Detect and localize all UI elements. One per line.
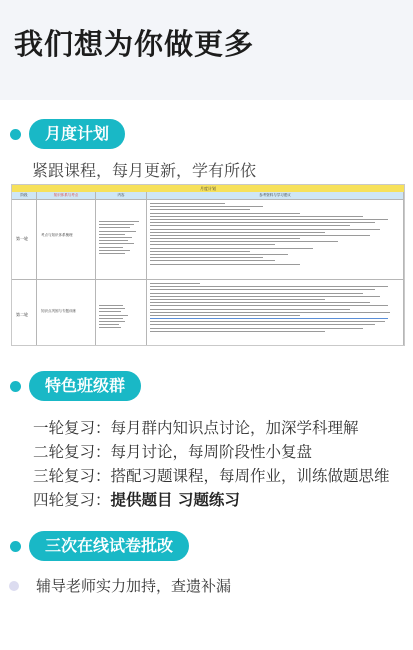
review-round-line	[33, 488, 240, 510]
page-title: 我们想为你做更多	[14, 27, 255, 61]
monthly-plan-subtitle: 紧跟课程，每月更新，学有所依	[32, 161, 257, 180]
sheet-notes-lines	[150, 203, 400, 276]
bullet-dot	[10, 129, 21, 140]
page-header	[0, 0, 413, 100]
bullet-dot	[10, 541, 21, 552]
review-round-prefix: 二轮复习：	[33, 443, 111, 461]
review-round-prefix: 一轮复习：	[33, 419, 111, 437]
review-round-text: 搭配习题课程，每周作业，训练做题思维	[110, 467, 390, 485]
monthly-plan-spreadsheet	[11, 184, 405, 346]
exam-correction-badge: 三次在线试卷批改	[29, 531, 189, 561]
sheet-header-cell: 内容	[96, 192, 147, 199]
sheet-header-row	[12, 192, 404, 200]
sheet-header-cell: 阶段	[12, 192, 37, 199]
sheet-content-lines	[99, 203, 143, 276]
sheet-title: 月度计划	[12, 185, 404, 192]
sheet-stage-cell: 第二轮	[16, 312, 28, 318]
review-round-text: 每月群内知识点讨论，加深学科理解	[110, 419, 359, 437]
sheet-topic-cell: 考点与知识体系梳理	[41, 233, 73, 238]
review-round-prefix: 三轮复习：	[33, 467, 111, 485]
sheet-header-cell: 参考资料与学习建议	[147, 192, 404, 199]
sheet-topic-cell: 知识点巩固与专题训练	[41, 309, 76, 314]
sheet-content-lines	[99, 283, 143, 346]
sheet-stage-cell: 第一轮	[16, 236, 28, 242]
exam-correction-note: 辅导老师实力加持，查遗补漏	[36, 577, 232, 595]
sheet-row	[12, 280, 404, 346]
sheet-row	[12, 200, 404, 280]
review-round-text: 每月讨论，每周阶段性小复盘	[110, 443, 313, 461]
review-round-prefix: 四轮复习：	[33, 491, 111, 509]
bullet-dot	[10, 381, 21, 392]
review-round-line	[33, 464, 390, 486]
bullet-dot	[9, 581, 19, 591]
sheet-notes-lines	[150, 283, 400, 346]
sheet-header-cell: 知识体系与考点	[37, 192, 96, 199]
review-round-line	[33, 416, 359, 438]
review-round-text: 提供题目 习题练习	[110, 490, 240, 509]
monthly-plan-badge: 月度计划	[29, 119, 125, 149]
class-group-badge: 特色班级群	[29, 371, 141, 401]
review-round-line	[33, 440, 312, 462]
